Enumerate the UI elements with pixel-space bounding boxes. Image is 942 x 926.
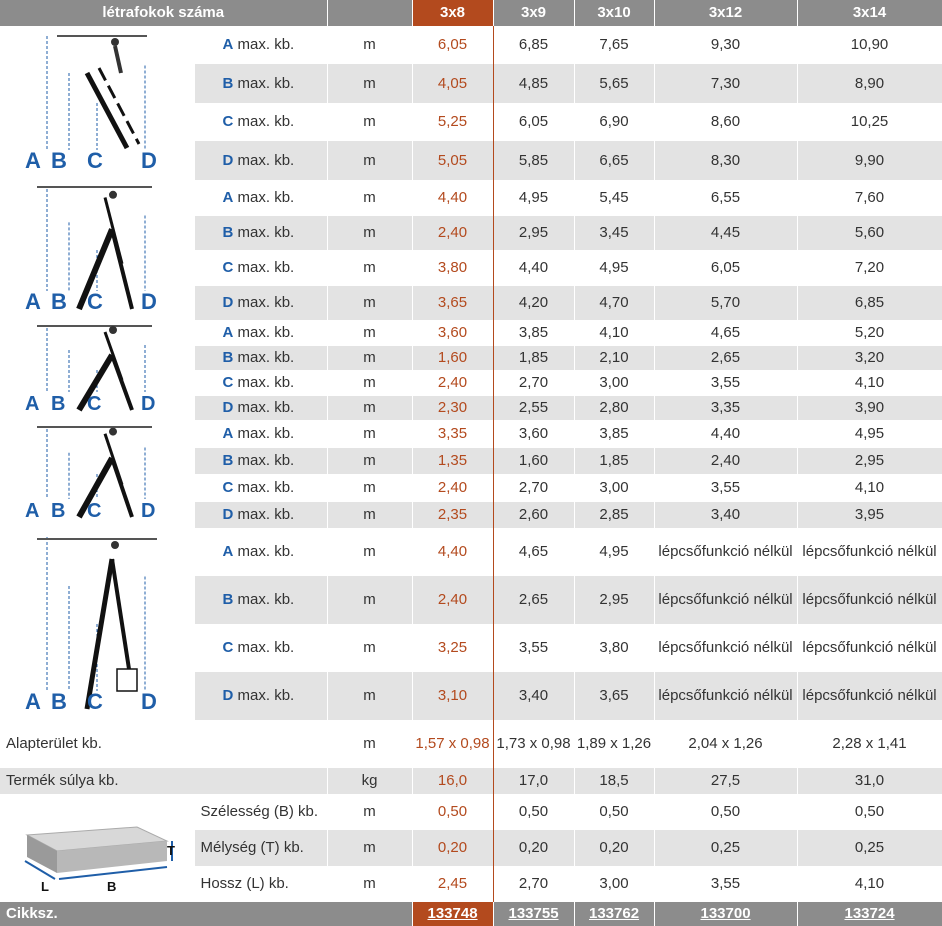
value-cell: 4,95 [493, 180, 574, 216]
package-letter-b: B [106, 879, 117, 893]
value-cell: 4,85 [493, 64, 574, 103]
diagram-letter-0: A [24, 289, 41, 314]
ladder-diagram-cell [0, 420, 194, 528]
ladder-diagram-2 [17, 320, 177, 420]
value-cell: 3,90 [797, 396, 942, 420]
position-label [194, 26, 327, 64]
value-cell: 1,60 [412, 346, 493, 370]
position-label [194, 180, 327, 216]
value-cell: 4,40 [412, 180, 493, 216]
position-letter: C [222, 259, 234, 276]
value-cell: 4,10 [797, 474, 942, 502]
value-cell: 6,55 [654, 180, 797, 216]
diagram-letter-3: D [140, 689, 157, 714]
position-letter: C [222, 639, 234, 656]
diagram-letter-3: D [140, 289, 157, 314]
position-label [194, 474, 327, 502]
diagram-letter-1: B [50, 500, 66, 522]
header-size-0: 3x8 [412, 0, 493, 26]
header-size-4: 3x14 [797, 0, 942, 26]
article-link[interactable]: 133700 [700, 905, 751, 922]
position-suffix: max. kb. [237, 452, 295, 469]
value-cell: 3,10 [412, 672, 493, 720]
value-cell: lépcsőfunkció nélkül [654, 576, 797, 624]
value-cell: 2,10 [574, 346, 654, 370]
value-cell: 3,55 [493, 624, 574, 672]
header-row [0, 0, 942, 26]
unit-cell: m [327, 103, 412, 141]
article-label: Cikksz. [0, 902, 412, 926]
value-cell: 7,20 [797, 250, 942, 286]
diagram-letter-2: C [86, 689, 103, 714]
value-cell: 2,70 [493, 370, 574, 396]
position-label [194, 250, 327, 286]
table-row [0, 320, 942, 346]
diagram-letter-1: B [50, 148, 67, 173]
dimension-value: 0,50 [797, 794, 942, 830]
value-cell: 2,80 [574, 396, 654, 420]
position-letter: D [222, 506, 234, 523]
value-cell: 5,20 [797, 320, 942, 346]
value-cell: 2,65 [493, 576, 574, 624]
value-cell: 3,55 [654, 474, 797, 502]
unit-cell: m [327, 576, 412, 624]
unit-cell: m [327, 672, 412, 720]
dimension-unit: m [327, 794, 412, 830]
unit-cell: m [327, 141, 412, 180]
unit-cell: m [327, 320, 412, 346]
value-cell: 5,60 [797, 216, 942, 250]
value-cell: 3,80 [412, 250, 493, 286]
dimension-value: 0,50 [654, 794, 797, 830]
position-label [194, 528, 327, 576]
position-label [194, 396, 327, 420]
position-letter: B [222, 224, 234, 241]
article-cell [654, 902, 797, 926]
value-cell: 3,60 [493, 420, 574, 448]
unit-cell: m [327, 216, 412, 250]
value-cell: lépcsőfunkció nélkül [797, 528, 942, 576]
value-cell: 4,65 [654, 320, 797, 346]
header-size-3: 3x12 [654, 0, 797, 26]
value-cell: lépcsőfunkció nélkül [797, 672, 942, 720]
value-cell: 7,60 [797, 180, 942, 216]
value-cell: lépcsőfunkció nélkül [797, 624, 942, 672]
position-suffix: max. kb. [237, 151, 295, 169]
diagram-letter-1: B [50, 689, 67, 714]
package-letter-l: L [40, 879, 49, 893]
value-cell: 10,25 [797, 103, 942, 141]
unit-cell: m [327, 474, 412, 502]
dimension-value: 0,25 [654, 830, 797, 866]
article-link[interactable]: 133748 [427, 905, 478, 922]
dimension-value: 3,55 [654, 866, 797, 902]
position-suffix: max. kb. [237, 425, 295, 442]
value-cell: 6,85 [797, 286, 942, 320]
ladder-diagram-cell [0, 320, 194, 420]
dimension-label: Szélesség (B) kb. [194, 794, 327, 830]
position-label [194, 370, 327, 396]
value-cell: 5,45 [574, 180, 654, 216]
position-label [194, 448, 327, 474]
unit-cell: m [327, 26, 412, 64]
value-cell: 2,40 [412, 474, 493, 502]
value-cell: 4,70 [574, 286, 654, 320]
position-letter: D [222, 151, 234, 169]
article-link[interactable]: 133755 [508, 905, 559, 922]
value-cell: 4,40 [493, 250, 574, 286]
value-cell: 3,00 [574, 370, 654, 396]
unit-cell: m [327, 180, 412, 216]
position-suffix: max. kb. [237, 259, 295, 276]
value-cell: 3,45 [574, 216, 654, 250]
diagram-letter-0: A [24, 148, 41, 173]
diagram-letter-1: B [50, 289, 67, 314]
value-cell: 5,70 [654, 286, 797, 320]
value-cell: 5,25 [412, 103, 493, 141]
value-cell: 3,60 [412, 320, 493, 346]
value-cell: 4,05 [412, 64, 493, 103]
area-unit: m [327, 720, 412, 768]
value-cell: 7,30 [654, 64, 797, 103]
position-letter: C [222, 479, 234, 496]
unit-cell: m [327, 346, 412, 370]
value-cell: 9,90 [797, 141, 942, 180]
dimension-label: Hossz (L) kb. [194, 866, 327, 902]
table-row [0, 528, 942, 576]
value-cell: 9,30 [654, 26, 797, 64]
value-cell: 3,85 [493, 320, 574, 346]
position-suffix: max. kb. [237, 399, 295, 416]
diagram-letter-0: A [24, 689, 41, 714]
value-cell: 2,40 [412, 216, 493, 250]
position-letter: C [222, 374, 234, 391]
position-suffix: max. kb. [237, 591, 295, 608]
article-link[interactable]: 133724 [844, 905, 895, 922]
weight-value: 27,5 [654, 768, 797, 794]
dimension-value: 2,70 [493, 866, 574, 902]
dimension-value: 0,50 [493, 794, 574, 830]
position-letter: D [222, 294, 234, 311]
article-cell [412, 902, 493, 926]
value-cell: 3,40 [654, 502, 797, 528]
position-letter: D [222, 399, 234, 416]
position-letter: B [222, 591, 234, 608]
table-row [0, 180, 942, 216]
position-suffix: max. kb. [237, 74, 295, 92]
value-cell: 2,85 [574, 502, 654, 528]
position-suffix: max. kb. [237, 113, 295, 130]
position-letter: B [222, 452, 234, 469]
unit-cell: m [327, 370, 412, 396]
article-cell [574, 902, 654, 926]
header-size-1: 3x9 [493, 0, 574, 26]
position-label [194, 286, 327, 320]
table-row [0, 420, 942, 448]
position-letter: C [222, 113, 234, 130]
value-cell: 3,20 [797, 346, 942, 370]
position-letter: A [222, 543, 234, 560]
article-link[interactable]: 133762 [588, 905, 640, 922]
value-cell: 2,35 [412, 502, 493, 528]
weight-row [0, 768, 942, 794]
position-label [194, 420, 327, 448]
value-cell: 8,30 [654, 141, 797, 180]
value-cell: 3,40 [493, 672, 574, 720]
position-letter: A [222, 189, 234, 206]
ladder-diagram-cell [0, 528, 194, 720]
diagram-letter-3: D [140, 148, 157, 173]
value-cell: 3,35 [654, 396, 797, 420]
unit-cell: m [327, 396, 412, 420]
area-value: 1,73 x 0,98 [493, 720, 574, 768]
value-cell: 6,05 [654, 250, 797, 286]
package-letter-t: T [166, 843, 175, 858]
value-cell: 3,25 [412, 624, 493, 672]
value-cell: 1,85 [574, 448, 654, 474]
value-cell: 5,65 [574, 64, 654, 103]
value-cell: 4,65 [493, 528, 574, 576]
value-cell: 2,60 [493, 502, 574, 528]
diagram-letter-2: C [86, 500, 102, 522]
position-letter: A [222, 324, 234, 341]
diagram-letter-1: B [50, 393, 66, 415]
value-cell: 2,65 [654, 346, 797, 370]
value-cell: 4,20 [493, 286, 574, 320]
value-cell: 1,35 [412, 448, 493, 474]
header-size-2: 3x10 [574, 0, 654, 26]
position-label [194, 103, 327, 141]
unit-cell: m [327, 624, 412, 672]
area-value: 1,89 x 1,26 [574, 720, 654, 768]
area-value: 2,28 x 1,41 [797, 720, 942, 768]
position-suffix: max. kb. [237, 294, 295, 311]
value-cell: 10,90 [797, 26, 942, 64]
value-cell: lépcsőfunkció nélkül [654, 624, 797, 672]
position-suffix: max. kb. [237, 506, 295, 523]
diagram-letter-3: D [140, 500, 156, 522]
diagram-letter-2: C [86, 289, 103, 314]
position-letter: B [222, 349, 234, 366]
dimension-value: 0,50 [574, 794, 654, 830]
position-suffix: max. kb. [237, 374, 295, 391]
value-cell: 2,95 [493, 216, 574, 250]
value-cell: 3,95 [797, 502, 942, 528]
position-label [194, 320, 327, 346]
value-cell: 3,65 [574, 672, 654, 720]
value-cell: 6,90 [574, 103, 654, 141]
value-cell: 3,80 [574, 624, 654, 672]
dimension-value: 3,00 [574, 866, 654, 902]
area-row [0, 720, 942, 768]
position-label [194, 624, 327, 672]
weight-unit: kg [327, 768, 412, 794]
position-letter: A [222, 36, 234, 53]
weight-value: 16,0 [412, 768, 493, 794]
ladder-diagram-cell [0, 26, 194, 180]
value-cell: 5,05 [412, 141, 493, 180]
value-cell: 1,85 [493, 346, 574, 370]
position-suffix: max. kb. [237, 189, 295, 206]
value-cell: 3,35 [412, 420, 493, 448]
dimension-value: 0,20 [574, 830, 654, 866]
dimension-unit: m [327, 830, 412, 866]
dimension-unit: m [327, 866, 412, 902]
position-label [194, 346, 327, 370]
weight-value: 18,5 [574, 768, 654, 794]
value-cell: 2,95 [797, 448, 942, 474]
value-cell: 8,60 [654, 103, 797, 141]
position-suffix: max. kb. [237, 479, 295, 496]
area-label: Alapterület kb. [0, 720, 327, 768]
header-rungs: létrafokok száma [0, 0, 327, 26]
position-suffix: max. kb. [237, 349, 295, 366]
value-cell: 2,30 [412, 396, 493, 420]
position-label [194, 502, 327, 528]
unit-cell: m [327, 286, 412, 320]
dimension-value: 2,45 [412, 866, 493, 902]
diagram-letter-2: C [86, 148, 103, 173]
unit-cell: m [327, 528, 412, 576]
article-cell [797, 902, 942, 926]
weight-label: Termék súlya kb. [0, 768, 327, 794]
position-label [194, 64, 327, 103]
diagram-letter-3: D [140, 393, 156, 415]
value-cell: 4,95 [574, 528, 654, 576]
value-cell: 2,40 [412, 576, 493, 624]
value-cell: 3,65 [412, 286, 493, 320]
dimension-row [0, 794, 942, 830]
value-cell: 3,85 [574, 420, 654, 448]
value-cell: 2,70 [493, 474, 574, 502]
package-box-icon [17, 803, 177, 893]
ladder-diagram-4 [17, 529, 177, 719]
dimension-value: 0,20 [412, 830, 493, 866]
value-cell: 4,95 [574, 250, 654, 286]
position-suffix: max. kb. [237, 36, 295, 53]
position-letter: D [222, 687, 234, 704]
value-cell: 4,95 [797, 420, 942, 448]
position-suffix: max. kb. [237, 543, 295, 560]
value-cell: 2,40 [654, 448, 797, 474]
position-label [194, 672, 327, 720]
position-suffix: max. kb. [237, 639, 295, 656]
value-cell: 6,05 [493, 103, 574, 141]
dimension-value: 4,10 [797, 866, 942, 902]
package-diagram-cell [0, 794, 194, 902]
value-cell: 6,05 [412, 26, 493, 64]
ladder-diagram-3 [17, 421, 177, 527]
weight-value: 31,0 [797, 768, 942, 794]
unit-cell: m [327, 64, 412, 103]
unit-cell: m [327, 448, 412, 474]
ladder-diagram-0 [17, 28, 177, 178]
value-cell: lépcsőfunkció nélkül [797, 576, 942, 624]
position-suffix: max. kb. [237, 687, 295, 704]
weight-value: 17,0 [493, 768, 574, 794]
value-cell: 4,10 [574, 320, 654, 346]
header-unit [327, 0, 412, 26]
unit-cell: m [327, 420, 412, 448]
value-cell: 6,65 [574, 141, 654, 180]
value-cell: 4,45 [654, 216, 797, 250]
position-label [194, 141, 327, 180]
position-letter: B [222, 74, 234, 92]
value-cell: 4,10 [797, 370, 942, 396]
dimension-value: 0,50 [412, 794, 493, 830]
value-cell: 4,40 [654, 420, 797, 448]
value-cell: 4,40 [412, 528, 493, 576]
value-cell: 2,95 [574, 576, 654, 624]
value-cell: 7,65 [574, 26, 654, 64]
area-value: 2,04 x 1,26 [654, 720, 797, 768]
value-cell: 8,90 [797, 64, 942, 103]
dimension-value: 0,20 [493, 830, 574, 866]
position-label [194, 216, 327, 250]
article-number-row [0, 902, 942, 926]
table-row [0, 26, 942, 64]
unit-cell: m [327, 250, 412, 286]
position-suffix: max. kb. [237, 324, 295, 341]
value-cell: lépcsőfunkció nélkül [654, 672, 797, 720]
value-cell: 2,55 [493, 396, 574, 420]
dimension-value: 0,25 [797, 830, 942, 866]
value-cell: 1,60 [493, 448, 574, 474]
diagram-letter-2: C [86, 393, 102, 415]
value-cell: lépcsőfunkció nélkül [654, 528, 797, 576]
value-cell: 2,40 [412, 370, 493, 396]
position-label [194, 576, 327, 624]
area-value: 1,57 x 0,98 [412, 720, 493, 768]
dimension-label: Mélység (T) kb. [194, 830, 327, 866]
value-cell: 6,85 [493, 26, 574, 64]
position-suffix: max. kb. [237, 224, 295, 241]
ladder-diagram-1 [17, 181, 177, 319]
value-cell: 3,55 [654, 370, 797, 396]
diagram-letter-0: A [24, 393, 40, 415]
unit-cell: m [327, 502, 412, 528]
value-cell: 3,00 [574, 474, 654, 502]
position-letter: A [222, 425, 234, 442]
article-cell [493, 902, 574, 926]
value-cell: 5,85 [493, 141, 574, 180]
ladder-diagram-cell [0, 180, 194, 320]
diagram-letter-0: A [24, 500, 40, 522]
